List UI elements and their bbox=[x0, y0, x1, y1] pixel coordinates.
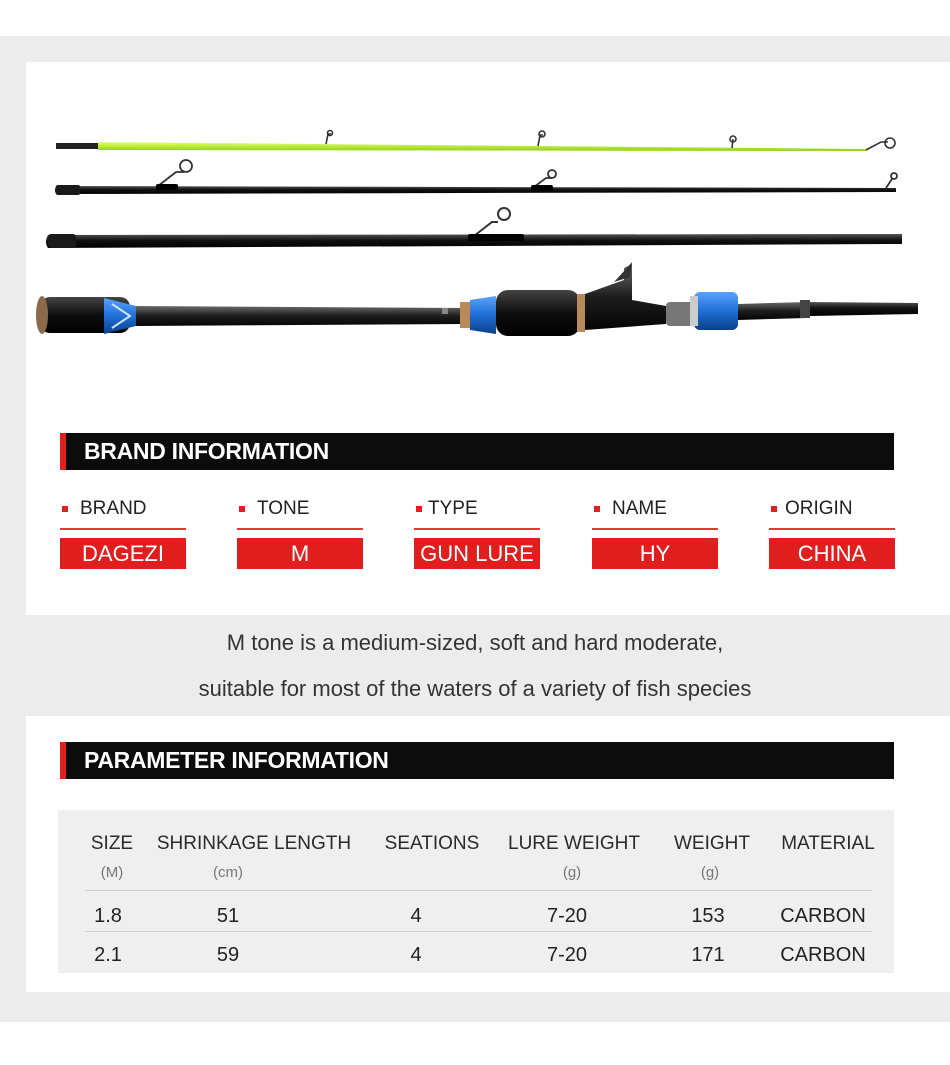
cell-weight: 171 bbox=[691, 944, 725, 966]
cell-shrinkage-length: 51 bbox=[216, 905, 240, 927]
cell-lure-weight: 7-20 bbox=[546, 944, 588, 966]
divider bbox=[769, 528, 895, 530]
cell-size: 1.8 bbox=[94, 905, 122, 927]
tone-label: TONE bbox=[257, 498, 310, 519]
divider bbox=[237, 528, 363, 530]
type-value: GUN LURE bbox=[414, 538, 540, 569]
brand-item-name bbox=[592, 496, 718, 569]
header-accent bbox=[60, 433, 66, 470]
fishing-rod-sections-image bbox=[26, 62, 926, 362]
bullet-icon bbox=[416, 506, 422, 512]
header-sections: SEATIONS bbox=[384, 833, 480, 854]
unit-size: (M) bbox=[100, 864, 124, 881]
table-divider bbox=[85, 890, 872, 891]
bullet-icon bbox=[239, 506, 245, 512]
divider bbox=[414, 528, 540, 530]
description-line-2: suitable for most of the waters of a variety of fish species bbox=[198, 676, 752, 701]
brand-item-type bbox=[414, 496, 540, 569]
rod-third-section bbox=[46, 208, 902, 248]
rod-tip-section bbox=[56, 131, 895, 152]
brand-label: BRAND bbox=[80, 498, 147, 519]
header-size: SIZE bbox=[90, 833, 134, 854]
unit-weight: (g) bbox=[700, 864, 720, 881]
brand-information-header bbox=[60, 433, 894, 470]
bullet-icon bbox=[771, 506, 777, 512]
cell-lure-weight: 7-20 bbox=[546, 905, 588, 927]
divider bbox=[592, 528, 718, 530]
cell-sections: 4 bbox=[410, 905, 422, 927]
brand-information-title: BRAND INFORMATION bbox=[84, 438, 329, 464]
cell-sections: 4 bbox=[410, 944, 422, 966]
unit-shrinkage-length: (cm) bbox=[213, 864, 243, 881]
rod-handle-section bbox=[36, 262, 918, 336]
cell-size: 2.1 bbox=[94, 944, 122, 966]
table-divider bbox=[85, 931, 872, 932]
brand-item-tone bbox=[237, 496, 363, 569]
brand-value: DAGEZI bbox=[60, 538, 186, 569]
name-label: NAME bbox=[612, 498, 667, 519]
header-lure-weight: LURE WEIGHT bbox=[508, 833, 640, 854]
origin-label: ORIGIN bbox=[785, 498, 853, 519]
parameter-information-header bbox=[60, 742, 894, 779]
header-accent bbox=[60, 742, 66, 779]
brand-item-origin bbox=[769, 496, 895, 569]
type-label: TYPE bbox=[428, 498, 478, 519]
bullet-icon bbox=[594, 506, 600, 512]
divider bbox=[60, 528, 186, 530]
tone-value: M bbox=[237, 538, 363, 569]
cell-material: CARBON bbox=[780, 944, 866, 966]
origin-value: CHINA bbox=[769, 538, 895, 569]
cell-shrinkage-length: 59 bbox=[216, 944, 240, 966]
cell-weight: 153 bbox=[691, 905, 725, 927]
header-material: MATERIAL bbox=[781, 833, 875, 854]
name-value: HY bbox=[592, 538, 718, 569]
bullet-icon bbox=[62, 506, 68, 512]
rod-second-section bbox=[55, 160, 897, 195]
parameter-information-title: PARAMETER INFORMATION bbox=[84, 747, 389, 773]
cell-material: CARBON bbox=[780, 905, 866, 927]
header-weight: WEIGHT bbox=[674, 833, 750, 854]
brand-item-brand bbox=[60, 496, 186, 569]
description-line-1: M tone is a medium-sized, soft and hard moderate, bbox=[226, 630, 724, 655]
header-shrinkage-length: SHRINKAGE LENGTH bbox=[156, 833, 352, 854]
unit-lure-weight: (g) bbox=[562, 864, 582, 881]
